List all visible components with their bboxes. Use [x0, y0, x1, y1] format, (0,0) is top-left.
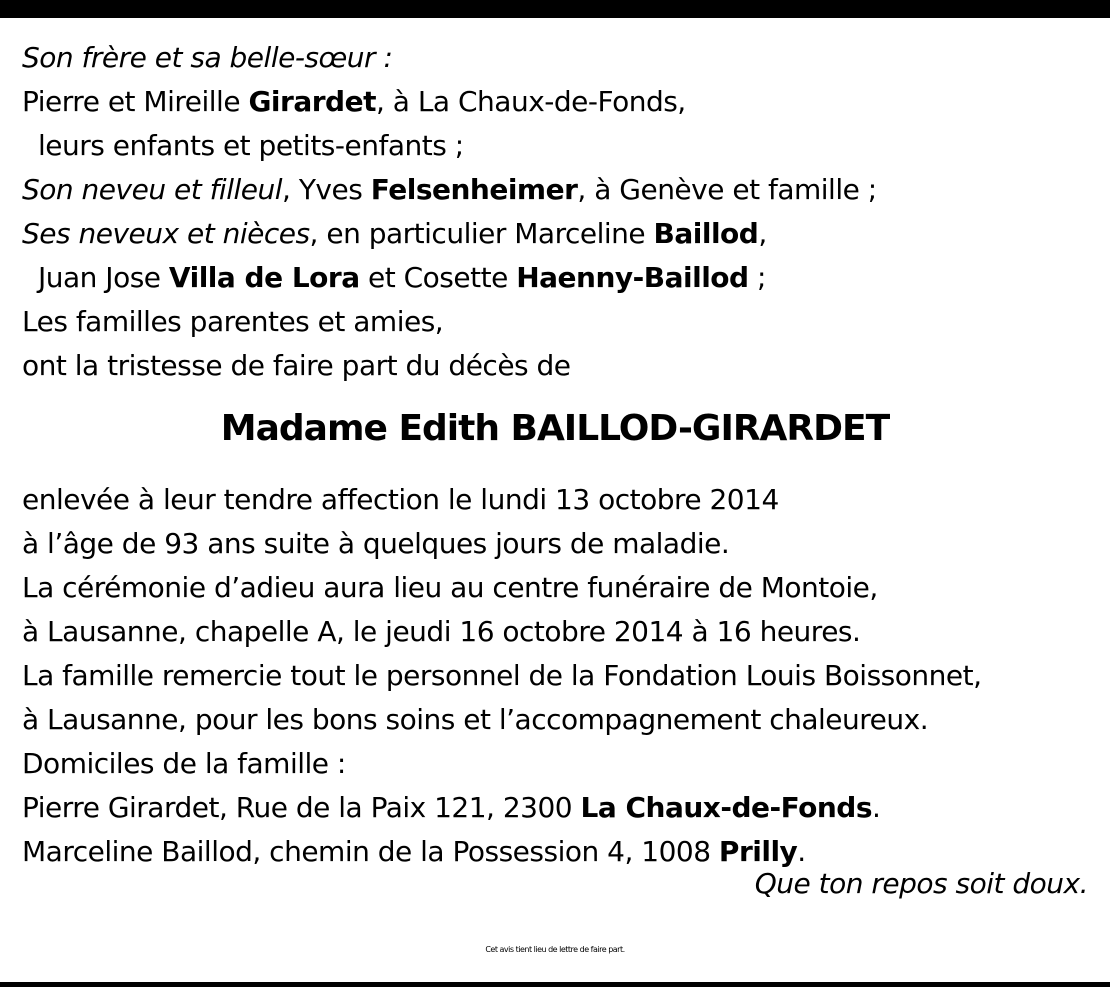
top-rule [0, 0, 1110, 18]
family-line-4 [22, 168, 877, 212]
bottom-rule [0, 982, 1110, 987]
family-line-6 [38, 256, 766, 300]
family-name-baillod: Baillod [653, 217, 759, 250]
text: Pierre Girardet, Rue de la Paix 121, 2300 [22, 791, 581, 824]
text: Les familles parentes et amies, [22, 305, 444, 338]
family-name-haenny-baillod: Haenny-Baillod [516, 261, 749, 294]
body-line-3: La cérémonie d’adieu aura lieu au centre funéraire de Montoie, [22, 571, 878, 604]
family-line-7 [22, 300, 443, 344]
text: . [872, 791, 881, 824]
family-line-1 [22, 36, 392, 80]
family-intro: Son frère et sa belle-sœur : [22, 41, 393, 74]
text: Marceline Baillod, chemin de la Possession 4, 1008 [22, 835, 719, 868]
text: , à Genève et famille ; [577, 173, 877, 206]
text: Juan Jose [38, 261, 169, 294]
family-line-5 [22, 212, 767, 256]
body-line-2: à l’âge de 93 ans suite à quelques jours de maladie. [22, 527, 730, 560]
body-line-5: La famille remercie tout le personnel de la Fondation Louis Boissonnet, [22, 659, 982, 692]
text: , [758, 217, 767, 250]
role-nieces-nephews: Ses neveux et nièces [22, 217, 310, 250]
body-line-7: Domiciles de la famille : [22, 747, 346, 780]
text: , à La Chaux-de-Fonds, [375, 85, 686, 118]
family-name-girardet: Girardet [248, 85, 376, 118]
family-line-2 [22, 80, 686, 124]
family-name-felsenheimer: Felsenheimer [370, 173, 578, 206]
body-line-4: à Lausanne, chapelle A, le jeudi 16 octobre 2014 à 16 heures. [22, 615, 861, 648]
footer-note: Cet avis tient lieu de lettre de faire part. [485, 945, 625, 954]
closing-phrase: Que ton repos soit doux. [754, 867, 1088, 900]
address-2-city: Prilly [718, 835, 798, 868]
body-line-6: à Lausanne, pour les bons soins et l’accompagnement chaleureux. [22, 703, 929, 736]
family-line-8 [22, 344, 571, 388]
family-name-villa-de-lora: Villa de Lora [168, 261, 360, 294]
role-nephew: Son neveu et filleul [22, 173, 283, 206]
text: ont la tristesse de faire part du décès de [22, 349, 571, 382]
text: . [797, 835, 806, 868]
body-line-1: enlevée à leur tendre affection le lundi 13 octobre 2014 [22, 483, 779, 516]
text: leurs enfants et petits-enfants ; [38, 129, 464, 162]
deceased-name: Madame Edith BAILLOD-GIRARDET [220, 408, 890, 449]
address-2 [22, 830, 806, 874]
address-1 [22, 786, 880, 830]
text: , Yves [282, 173, 371, 206]
address-1-city: La Chaux-de-Fonds [580, 791, 873, 824]
text: ; [748, 261, 766, 294]
text: , en particulier Marceline [309, 217, 654, 250]
text: et Cosette [359, 261, 517, 294]
family-line-3 [38, 124, 464, 168]
text: Pierre et Mireille [22, 85, 249, 118]
